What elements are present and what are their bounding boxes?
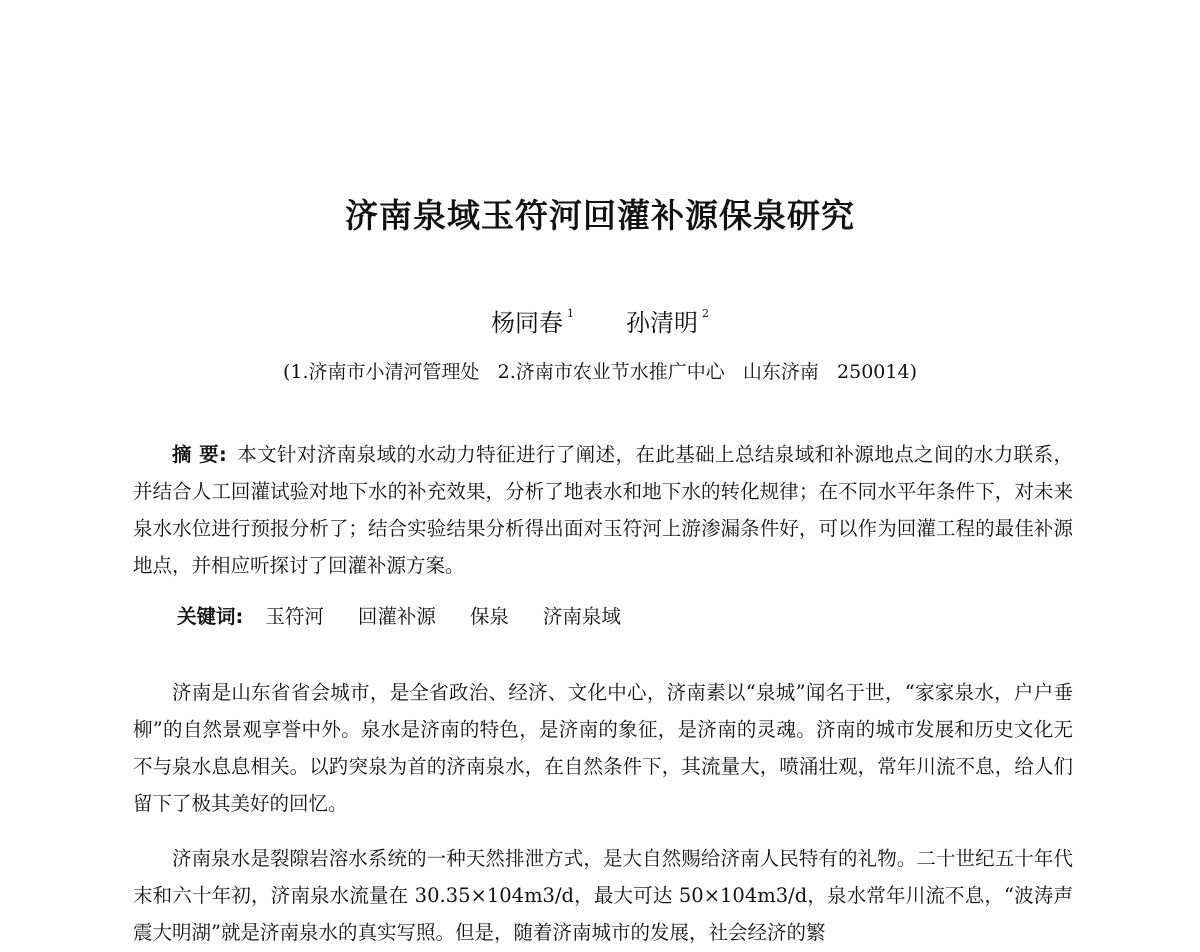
keyword: 回灌补源 [357, 605, 436, 628]
keyword: 济南泉域 [542, 605, 621, 628]
body-paragraph-2: 济南泉水是裂隙岩溶水系统的一种天然排泄方式，是大自然赐给济南人民特有的礼物。二十世纪五十年代末和六十年初，济南泉水流量在 30.35×104m3/d，最大可达 50×104m3/d，泉水常年川流不息，“波涛声震大明湖”就是济南泉水的真实写照。但是，随着济南城市的发展，社会经济的繁 [133, 847, 1073, 944]
keywords [177, 598, 655, 635]
affiliation-mark: 2 [702, 307, 709, 320]
abstract-label: 摘 要: [172, 443, 227, 466]
abstract [133, 436, 1073, 584]
paper-title: 济南泉域玉符河回灌补源保泉研究 [345, 196, 855, 235]
keywords-label: 关键词: [177, 605, 244, 628]
keyword: 玉符河 [265, 605, 324, 628]
affiliation-mark: 1 [567, 307, 574, 320]
author-line [0, 294, 1200, 343]
author-2 [626, 294, 709, 343]
keyword: 保泉 [469, 605, 509, 628]
author-name: 杨同春 [491, 309, 563, 337]
affiliation-line: (1.济南市小清河管理处 2.济南市农业节水推广中心 山东济南 250014) [283, 361, 917, 383]
body-paragraph-1: 济南是山东省省会城市，是全省政治、经济、文化中心，济南素以“泉城”闻名于世，“家家泉水，户户垂柳”的自然景观享誉中外。泉水是济南的特色，是济南的象征，是济南的灵魂。济南的城市发展和历史文化无不与泉水息息相关。以趵突泉为首的济南泉水，在自然条件下，其流量大，喷涌壮观，常年川流不息，给人们留下了极其美好的回忆。 [133, 681, 1073, 815]
abstract-text: 本文针对济南泉域的水动力特征进行了阐述，在此基础上总结泉域和补源地点之间的水力联系，并结合人工回灌试验对地下水的补充效果，分析了地表水和地下水的转化规律；在不同水平年条件下，对未来泉水水位进行预报分析了；结合实验结果分析得出面对玉符河上游渗漏条件好，可以作为回灌工程的最佳补源地点，并相应听探讨了回灌补源方案。 [133, 443, 1073, 577]
author-name: 孙清明 [626, 309, 698, 337]
author-1 [491, 294, 574, 343]
